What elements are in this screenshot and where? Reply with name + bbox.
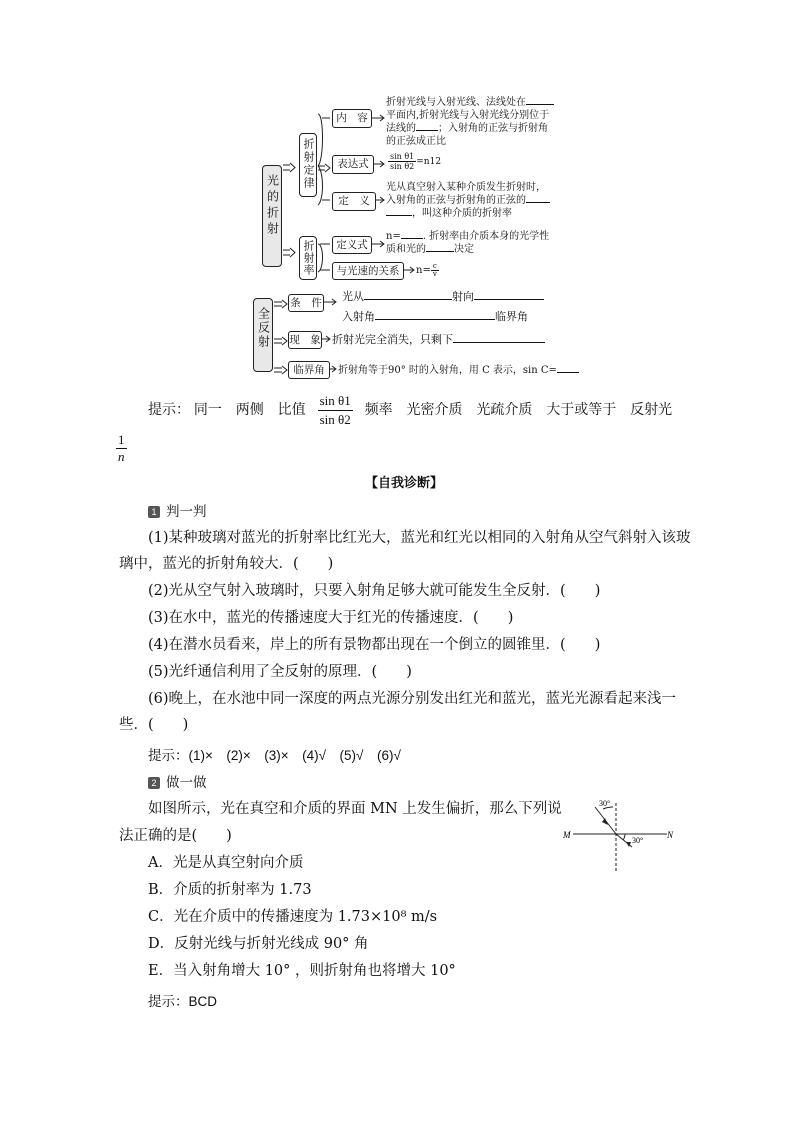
judge-line-6a: (6)晚上，在水池中同一深度的两点光源分别发出红光和蓝光，蓝光光源看起来浅一	[148, 691, 677, 707]
phen-text: 折射光完全消失，只剩下	[332, 333, 545, 346]
speed-text: n= $\frac{c}{v}$	[416, 262, 437, 278]
crit-box: 临界角	[288, 361, 330, 379]
option-a: A．光是从真空射向介质	[148, 855, 304, 871]
cond-text: 光从 射向 入射角 临界角	[342, 287, 544, 327]
content-text: 折射光线与入射光线、法线处在 平面内,折射光线与入射光线分别位于 法线的 ；入射角的正弦与折射角 的正弦成正比	[386, 96, 554, 148]
judge-line-3: (3)在水中，蓝光的传播速度大于红光的传播速度．( )	[148, 610, 514, 626]
try-stem-2: 法正确的是( )	[119, 828, 232, 844]
hint-fraction: $\frac{\text{sin θ1}}{\text{sin θ2}}$	[319, 393, 351, 427]
hint-item: 大于或等于	[546, 401, 617, 418]
judge-heading	[148, 500, 207, 520]
hint-item: 光疏介质	[476, 401, 533, 418]
hint-item: 同一	[193, 401, 222, 418]
judge-line-1a: (1)某种玻璃对蓝光的折射率比红光大，蓝光和红光以相同的入射角从空气斜射入该玻	[148, 530, 691, 546]
judge-line-6b: 些．( )	[119, 717, 189, 733]
fig-angle-2: 30°	[632, 836, 644, 845]
try-answer: 提示：BCD	[148, 994, 218, 1009]
expr-box: 表达式	[332, 155, 374, 174]
option-d: D．反射光线与折射光线成 90° 角	[148, 936, 369, 952]
def-box: 定 义	[332, 192, 376, 211]
cond-box: 条 件	[288, 294, 324, 312]
hint-item: 比值	[277, 401, 306, 418]
judge-line-1b: 璃中，蓝光的折射角较大．( )	[119, 556, 334, 572]
defexpr-text: n= . 折射率由介质本身的光学性 质和光的 决定	[386, 231, 550, 255]
judge-title: 判一判	[166, 504, 207, 520]
hint-item: 光密介质	[406, 401, 463, 418]
hint-item: 频率	[364, 401, 393, 418]
judge-line-5: (5)光纤通信利用了全反射的原理．( )	[148, 664, 412, 680]
law-label: 折射定律	[302, 138, 315, 190]
hint-item: 反射光	[630, 401, 673, 418]
crit-text: 折射角等于90° 时的入射角，用 C 表示，sin C=	[338, 364, 579, 377]
try-title: 做一做	[166, 775, 207, 791]
try-stem-1: 如图所示，光在真空和介质的界面 MN 上发生偏折，那么下列说	[148, 801, 562, 817]
phen-box: 现 象	[288, 331, 322, 349]
root-label: 光的折射	[265, 174, 280, 238]
total-label: 全反射	[256, 307, 271, 349]
hint-item: 两侧	[235, 401, 264, 418]
section-title: 【自我诊断】	[365, 476, 444, 491]
judge-line-4: (4)在潜水员看来，岸上的所有景物都出现在一个倒立的圆锥里．( )	[148, 637, 601, 653]
option-b: B．介质的折射率为 1.73	[148, 882, 312, 898]
option-c: C．光在介质中的传播速度为 1.73×10⁸ m/s	[148, 909, 438, 925]
index-label: 折射率	[302, 240, 315, 276]
fig-label-n: N	[667, 830, 674, 840]
badge-1: 1	[148, 506, 160, 518]
fig-label-m: M	[563, 830, 571, 840]
fig-angle-1: 30°	[599, 799, 611, 808]
judge-line-2: (2)光从空气射入玻璃时，只要入射角足够大就可能发生全反射．( )	[148, 583, 601, 599]
try-heading	[148, 771, 207, 791]
judge-answer: 提示：(1)× (2)× (3)× (4)√ (5)√ (6)√	[148, 748, 401, 763]
option-e: E．当入射角增大 10° ，则折射角也将增大 10°	[148, 963, 456, 979]
refraction-figure	[555, 795, 680, 875]
hint-line	[148, 392, 672, 429]
speed-box: 与光速的关系	[332, 262, 404, 280]
hint-last-fraction: $\frac{1}{n}$	[118, 432, 125, 464]
expr-formula: $\frac{\text{sin θ1}}{\text{sin θ2}}$ =n12	[390, 152, 442, 171]
defexpr-box: 定义式	[332, 236, 372, 254]
def-text: 光从真空射入某种介质发生折射时， 入射角的正弦与折射角的正弦的 ，叫这种介质的折射率	[386, 181, 550, 220]
hint-label: 提示：	[148, 401, 190, 418]
badge-2: 2	[148, 777, 160, 789]
content-box: 内 容	[332, 109, 372, 128]
